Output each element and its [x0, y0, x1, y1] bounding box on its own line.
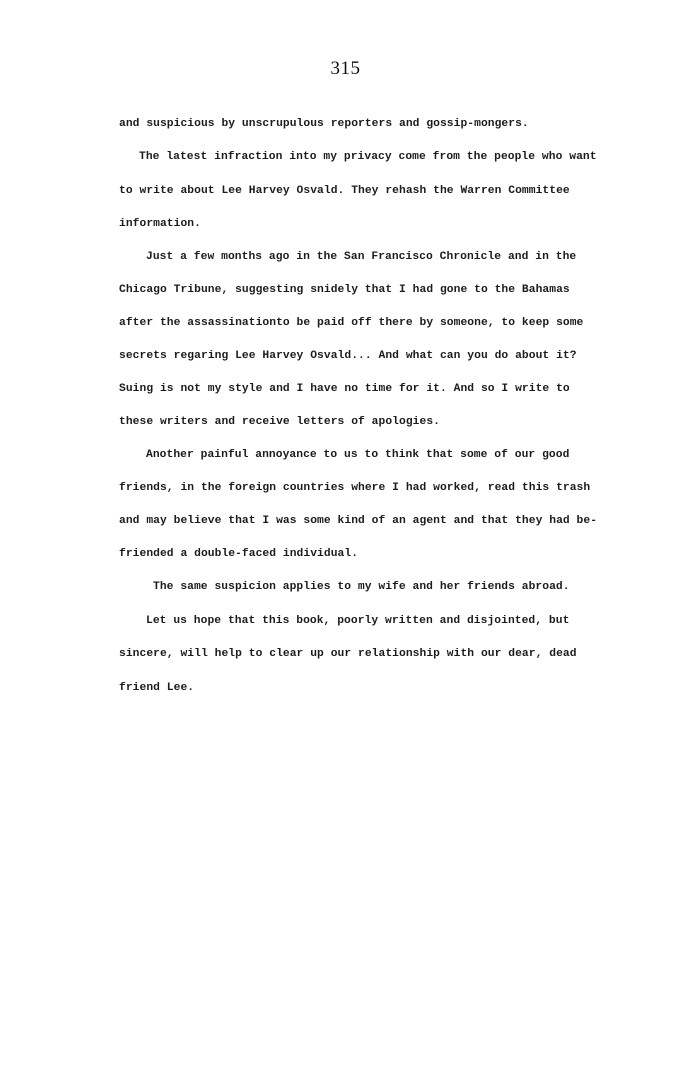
text-line: sincere, will help to clear up our relationship with our dear, dead — [119, 648, 577, 660]
text-line: friend Lee. — [119, 682, 195, 694]
text-line: these writers and receive letters of apologies. — [119, 416, 440, 428]
text-line: information. — [119, 218, 201, 230]
text-line: to write about Lee Harvey Osvald. They rehash the Warren Committee — [119, 185, 570, 197]
text-line: friended a double-faced individual. — [119, 548, 359, 560]
text-line: The latest infraction into my privacy come from the people who want — [139, 151, 597, 163]
text-line: and suspicious by unscrupulous reporters and gossip-mongers. — [119, 118, 529, 130]
text-line: friends, in the foreign countries where I had worked, read this trash — [119, 482, 591, 494]
text-line: Let us hope that this book, poorly written and disjointed, but — [146, 615, 570, 627]
text-line: Suing is not my style and I have no time for it. And so I write to — [119, 383, 570, 395]
text-line: after the assassinationto be paid off there by someone, to keep some — [119, 317, 584, 329]
text-line: The same suspicion applies to my wife and her friends abroad. — [153, 581, 570, 593]
text-line: Chicago Tribune, suggesting snidely that I had gone to the Bahamas — [119, 284, 570, 296]
text-line: Just a few months ago in the San Francisco Chronicle and in the — [146, 251, 577, 263]
page-number: 315 — [330, 58, 361, 79]
text-line: and may believe that I was some kind of an agent and that they had be- — [119, 515, 598, 527]
text-line: Another painful annoyance to us to think that some of our good — [146, 449, 570, 461]
text-line: secrets regaring Lee Harvey Osvald... And what can you do about it? — [119, 350, 577, 362]
